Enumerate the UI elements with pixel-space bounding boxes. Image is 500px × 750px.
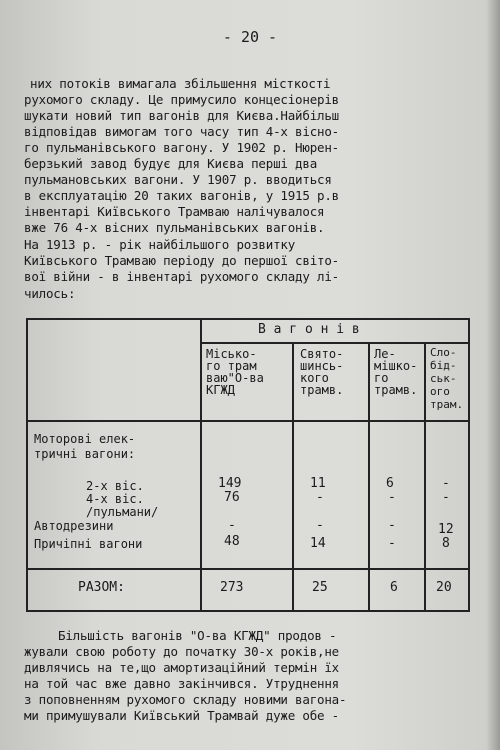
table-cell: 8 <box>442 536 450 551</box>
column-header: Лe- мішко- го трамв. <box>374 347 418 397</box>
table-cell: - <box>316 518 324 533</box>
table-cell: - <box>228 518 236 533</box>
table-cell: - <box>388 536 396 551</box>
total-cell: 25 <box>312 580 328 595</box>
table-rule <box>292 342 294 610</box>
row-label: 2-х віс. <box>86 479 144 493</box>
text-line: в експлуатацію 20 таких вагонів, у 1915 р.в <box>24 188 340 203</box>
row-label: Автодрезини <box>34 519 114 533</box>
text-line: пульмановських вагони. У 1907 р. вводиться <box>24 172 332 187</box>
table-rule <box>28 420 468 422</box>
text-line: шукати новий тип вагонів для Києва.Найбільш <box>24 108 340 123</box>
table-cell: - <box>316 490 324 505</box>
text-line: го пульманівського вагону. У 1902 р. Нюрен- <box>24 140 340 155</box>
text-line: ми примушували Київський Трамвай дуже обе - <box>24 708 340 723</box>
text-line: відповідав вимогам того часу тип 4-х вісно- <box>24 124 340 139</box>
text-line: жували свою роботу до початку 30-х років,не <box>24 644 340 659</box>
text-line: берзький завод будує для Києва перші два <box>24 156 318 171</box>
table-cell: 11 <box>310 476 326 491</box>
text-line: вої війни - в інвентарі рухомого складу лі- <box>24 269 340 284</box>
total-cell: 273 <box>220 580 244 595</box>
text-line: Київського Трамваю періоду до першої світо- <box>24 253 340 268</box>
total-cell: 6 <box>390 580 398 595</box>
text-line: Більшість вагонів "О-ва КГЖД" продов - <box>58 628 337 643</box>
total-cell: 20 <box>436 580 452 595</box>
column-header: Місько- го трам ваю"О-ва КГЖД <box>206 347 264 397</box>
table-rule <box>200 320 202 610</box>
text-line: з поповненням рухомого складу новими вагона- <box>24 692 347 707</box>
table-cell: 12 <box>438 522 454 537</box>
table-cell: - <box>442 490 450 505</box>
table-cell: 76 <box>224 490 240 505</box>
table-cell: - <box>388 490 396 505</box>
column-header: Сло- бід- ськ- ого трам. <box>430 346 464 411</box>
table-cell: 14 <box>310 536 326 551</box>
total-label: РАЗОМ: <box>78 580 125 595</box>
table-cell: 48 <box>224 534 240 549</box>
table-cell: - <box>442 476 450 491</box>
table-rule <box>368 342 370 610</box>
row-label: 4-х віс. <box>86 492 144 506</box>
text-line: вже 76 4-х вісних пульманівських вагонів. <box>24 220 325 235</box>
rolling-stock-table <box>26 318 470 612</box>
column-header: Свято- шинсь- кого трамв. <box>300 347 344 397</box>
table-cell: 149 <box>218 476 242 491</box>
table-cell: - <box>388 518 396 533</box>
table-rule <box>424 342 426 610</box>
text-line: інвентарі Київського Трамваю налічувалося <box>24 204 325 219</box>
table-rule <box>200 342 468 344</box>
text-line: них потоків вимагала збільшення місткості <box>30 76 331 91</box>
table-rule <box>28 568 468 570</box>
text-line: на той час вже давно закінчився. Утруднення <box>24 676 340 691</box>
table-group-header: В а г о н і в <box>258 322 360 337</box>
text-line: дивлячись на те,що амортизаційний термін їх <box>24 660 340 675</box>
text-line: На 1913 р. - рік найбільшого розвитку <box>24 237 296 252</box>
text-line: чилось: <box>24 286 76 301</box>
section-label: Моторові елек- тричні вагони: <box>34 432 136 461</box>
row-label: Причіпні вагони <box>34 537 143 551</box>
text-line: рухомого складу. Це примусило концесіонерів <box>24 92 340 107</box>
table-cell: 6 <box>386 476 394 491</box>
row-label: /пульмани/ <box>86 505 159 519</box>
page-number: - 20 - <box>222 28 278 46</box>
